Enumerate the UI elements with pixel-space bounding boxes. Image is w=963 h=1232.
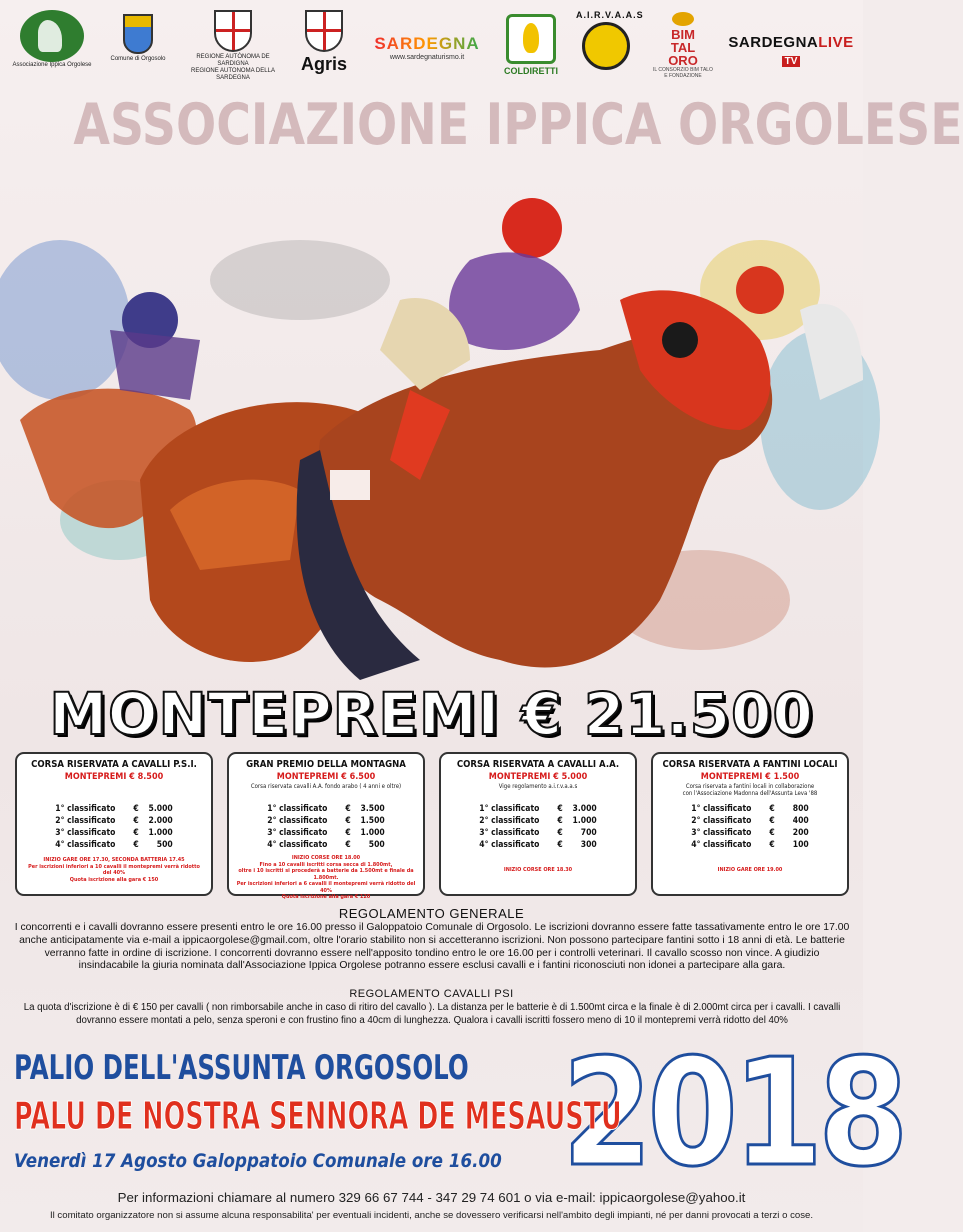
horse-head-icon bbox=[582, 22, 630, 70]
prize-currency: € bbox=[557, 816, 563, 826]
prize-place: 2° classificato bbox=[55, 816, 116, 826]
event-year: 2018 bbox=[562, 1027, 904, 1199]
race-prize: MONTEPREMI € 1.500 bbox=[700, 772, 800, 782]
bim-logo-sub: IL CONSORZIO BIM TALO E FONDAZIONE bbox=[653, 67, 713, 79]
airvaas-logo-label: A.I.R.V.A.A.S bbox=[576, 10, 644, 20]
prize-amount: 500 bbox=[368, 840, 385, 850]
event-title-sardinian: PALU DE NOSTRA SENNORA DE MESAUSTU bbox=[14, 1094, 622, 1138]
prize-place: 1° classificato bbox=[267, 804, 328, 814]
prize-place: 4° classificato bbox=[55, 840, 116, 850]
race-title: CORSA RISERVATA A FANTINI LOCALI bbox=[662, 759, 838, 770]
prize-row bbox=[687, 803, 812, 815]
sardegna-logo-label: SARDEGNA bbox=[368, 34, 486, 54]
prize-row bbox=[51, 839, 176, 851]
race-footer: INIZIO GARE ORE 17.30, SECONDA BATTERIA 17.45 Per iscrizioni inferiori a 10 cavalli il montepremi verrà ridotto del 40% Quota iscrizione alla gara € 150 bbox=[28, 857, 200, 883]
agris-logo-label: Agris bbox=[300, 54, 347, 74]
race-title: GRAN PREMIO DELLA MONTAGNA bbox=[246, 759, 406, 770]
prize-table bbox=[687, 803, 812, 851]
race-boxes bbox=[15, 752, 848, 900]
regolamento-text: I concorrenti e i cavalli dovranno essere presenti entro le ore 16.00 presso il Galoppatoio Comunale di Orgosolo. Le iscrizioni dovranno essere fatte tassativamente entro le ore 17.00 anche anticipatamente via e-mail a ippicaorgolese@gmail.com, oltre l'orario stabilito non si accetteranno iscrizioni. Non possono partecipare fantini sotto i 18 anni di età. Le batterie verranno fatte in ordine di iscrizione. I concorrenti dovranno essere nell'apposito tondino entro le ore 16.00 per i controlli veterinari. Il cavallo scosso non vince. A giudizio insindacabile la giuria nominata dall'Associazione Ippica Orgolese potranno essere esclusi cavalli e i fantini riconosciuti non idonei a partecipare alla gara. bbox=[14, 922, 850, 972]
prize-currency: € bbox=[557, 840, 563, 850]
race-description bbox=[23, 783, 205, 797]
prize-amount: 1.000 bbox=[148, 828, 173, 838]
prize-amount: 100 bbox=[792, 840, 809, 850]
prize-currency: € bbox=[769, 840, 775, 850]
prize-amount: 3.000 bbox=[572, 804, 597, 814]
race-prize: MONTEPREMI € 8.500 bbox=[64, 772, 164, 782]
regolamento-title: REGOLAMENTO GENERALE bbox=[338, 906, 525, 921]
prize-row bbox=[687, 827, 812, 839]
disclaimer: Il comitato organizzatore non si assume alcuna responsabilita' per eventuali incidenti, anche se dovessero verificarsi nell'ambito degli impianti, né per danni provocati a terzi o cose. bbox=[49, 1210, 814, 1221]
race-description: Vige regolamento a.i.r.v.a.a.s bbox=[498, 783, 578, 790]
prize-currency: € bbox=[345, 804, 351, 814]
flower-icon bbox=[672, 12, 694, 26]
regione-logo-label: REGIONE AUTÒNOMA DE SARDIGNA REGIONE AUTONOMA DELLA SARDEGNA bbox=[191, 54, 275, 81]
sardegnalive-logo bbox=[728, 10, 854, 90]
prize-currency: € bbox=[557, 804, 563, 814]
prize-amount: 300 bbox=[580, 840, 597, 850]
prize-place: 4° classificato bbox=[267, 840, 328, 850]
four-moors-icon bbox=[214, 10, 252, 52]
prize-currency: € bbox=[133, 816, 139, 826]
prize-place: 1° classificato bbox=[479, 804, 540, 814]
prize-amount: 1.500 bbox=[360, 816, 385, 826]
four-moors-icon bbox=[305, 10, 343, 52]
prize-amount: 1.000 bbox=[572, 816, 597, 826]
prize-amount: 1.000 bbox=[360, 828, 385, 838]
prize-row bbox=[51, 815, 176, 827]
sardegna-logo-url: www.sardegnaturismo.it bbox=[389, 54, 465, 61]
prize-currency: € bbox=[557, 828, 563, 838]
prize-place: 1° classificato bbox=[55, 804, 116, 814]
regolamento-psi-title: REGOLAMENTO CAVALLI PSI bbox=[349, 988, 514, 1000]
prize-table bbox=[475, 803, 600, 851]
race-prize: MONTEPREMI € 5.000 bbox=[488, 772, 588, 782]
coldiretti-logo bbox=[500, 10, 562, 90]
prize-amount: 3.500 bbox=[360, 804, 385, 814]
race-title: CORSA RISERVATA A CAVALLI P.S.I. bbox=[31, 759, 197, 770]
prize-amount: 400 bbox=[792, 816, 809, 826]
sardegna-turismo-logo bbox=[368, 10, 486, 90]
race-box-gran-premio bbox=[227, 752, 425, 900]
prize-place: 3° classificato bbox=[479, 828, 540, 838]
prize-amount: 2.000 bbox=[148, 816, 173, 826]
regolamento-psi-text: La quota d'iscrizione è di € 150 per cavalli ( non rimborsabile anche in caso di ritiro del cavallo ). La distanza per le batterie è di 1.500mt circa e la finale è di 2.000mt circa per i cavalli. I cavalli dovranno essere montati a pelo, senza speroni e con frustino fino a 40cm di lunghezza. Qualora i cavalli iscritti fossero meno di 10 il montepremi verrà ridotto del 40% bbox=[23, 1002, 841, 1026]
race-box-psi bbox=[15, 752, 213, 896]
contact-info: Per informazioni chiamare al numero 329 66 67 744 - 347 29 74 601 o via e-mail: ippicaorgolese@yahoo.it bbox=[117, 1190, 746, 1205]
race-title: CORSA RISERVATA A CAVALLI A.A. bbox=[456, 759, 620, 770]
prize-place: 3° classificato bbox=[267, 828, 328, 838]
bim-logo-l2: TAL bbox=[670, 40, 696, 55]
bim-logo-l1: BIM bbox=[671, 27, 695, 42]
total-prize-heading: MONTEPREMI € 21.500 bbox=[49, 680, 814, 748]
sardegnalive-a: SARDEGNA bbox=[728, 34, 819, 51]
prize-row bbox=[475, 839, 600, 851]
sponsor-logos bbox=[0, 10, 863, 90]
prize-row bbox=[263, 839, 388, 851]
association-title: ASSOCIAZIONE IPPICA ORGOLESE bbox=[73, 92, 963, 158]
prize-amount: 500 bbox=[156, 840, 173, 850]
coat-of-arms-icon bbox=[123, 14, 153, 54]
prize-place: 4° classificato bbox=[691, 840, 752, 850]
prize-row bbox=[475, 815, 600, 827]
race-footer: INIZIO CORSE ORE 18.00 Fino a 10 cavalli iscritti corsa secca di 1.800mt, oltre i 10 iscritti si procederà a batterie da 1.500mt e finale da 1.800mt. Per iscrizioni inferiori a 6 cavalli il montepremi verrà ridotto del 40% Quota iscrizione alla gara € 120 bbox=[236, 855, 416, 900]
prize-row bbox=[51, 803, 176, 815]
prize-row bbox=[263, 827, 388, 839]
prize-place: 3° classificato bbox=[55, 828, 116, 838]
comune-logo bbox=[106, 10, 170, 90]
horse-rider-icon bbox=[20, 10, 84, 62]
prize-place: 2° classificato bbox=[691, 816, 752, 826]
prize-currency: € bbox=[769, 828, 775, 838]
prize-row bbox=[263, 803, 388, 815]
race-footer: INIZIO CORSE ORE 18.30 bbox=[503, 867, 573, 873]
wheat-icon bbox=[506, 14, 556, 64]
prize-place: 1° classificato bbox=[691, 804, 752, 814]
prize-amount: 700 bbox=[580, 828, 597, 838]
comune-logo-label: Comune di Orgosolo bbox=[110, 56, 166, 62]
sardegnalive-b: LIVE bbox=[818, 34, 854, 51]
bim-logo-l3: ORO bbox=[668, 53, 698, 68]
prize-table bbox=[263, 803, 388, 851]
prize-row bbox=[263, 815, 388, 827]
prize-row bbox=[687, 815, 812, 827]
prize-place: 2° classificato bbox=[267, 816, 328, 826]
prize-place: 2° classificato bbox=[479, 816, 540, 826]
event-title-italian: PALIO DELL'ASSUNTA ORGOSOLO bbox=[14, 1048, 469, 1088]
race-description: Corsa riservata a fantini locali in collaborazione con l'Associazione Madonna dell'Assunta Leva '88 bbox=[682, 783, 818, 797]
race-footer: INIZIO GARE ORE 19.00 bbox=[717, 867, 783, 873]
race-box-fantini bbox=[651, 752, 849, 896]
prize-amount: 200 bbox=[792, 828, 809, 838]
associazione-logo bbox=[12, 10, 92, 90]
prize-row bbox=[475, 827, 600, 839]
horse-race-artwork bbox=[0, 180, 863, 700]
prize-currency: € bbox=[345, 828, 351, 838]
agris-logo bbox=[293, 10, 355, 90]
prize-currency: € bbox=[345, 840, 351, 850]
prize-currency: € bbox=[133, 804, 139, 814]
prize-row bbox=[687, 839, 812, 851]
event-date-place: Venerdì 17 Agosto Galoppatoio Comunale ore 16.00 bbox=[14, 1150, 502, 1172]
prize-table bbox=[51, 803, 176, 851]
prize-currency: € bbox=[133, 828, 139, 838]
associazione-logo-label: Associazione Ippica Orgolese bbox=[12, 62, 92, 68]
prize-currency: € bbox=[133, 840, 139, 850]
prize-place: 3° classificato bbox=[691, 828, 752, 838]
horse-race-illustration bbox=[0, 180, 863, 700]
race-box-aa bbox=[439, 752, 637, 896]
race-prize: MONTEPREMI € 6.500 bbox=[276, 772, 376, 782]
coldiretti-logo-label: COLDIRETTI bbox=[504, 66, 558, 76]
prize-currency: € bbox=[345, 816, 351, 826]
prize-place: 4° classificato bbox=[479, 840, 540, 850]
prize-amount: 800 bbox=[792, 804, 809, 814]
bim-logo bbox=[652, 10, 714, 90]
prize-row bbox=[475, 803, 600, 815]
sardegnalive-logo-label bbox=[728, 34, 854, 51]
race-description: Corsa riservata cavalli A.A. fondo arabo ( 4 anni e oltre) bbox=[250, 783, 402, 790]
prize-currency: € bbox=[769, 816, 775, 826]
regione-logo bbox=[188, 10, 278, 90]
prize-amount: 5.000 bbox=[148, 804, 173, 814]
sardegnalive-tv: TV bbox=[782, 56, 801, 67]
airvaas-logo bbox=[576, 10, 644, 90]
prize-currency: € bbox=[769, 804, 775, 814]
prize-row bbox=[51, 827, 176, 839]
